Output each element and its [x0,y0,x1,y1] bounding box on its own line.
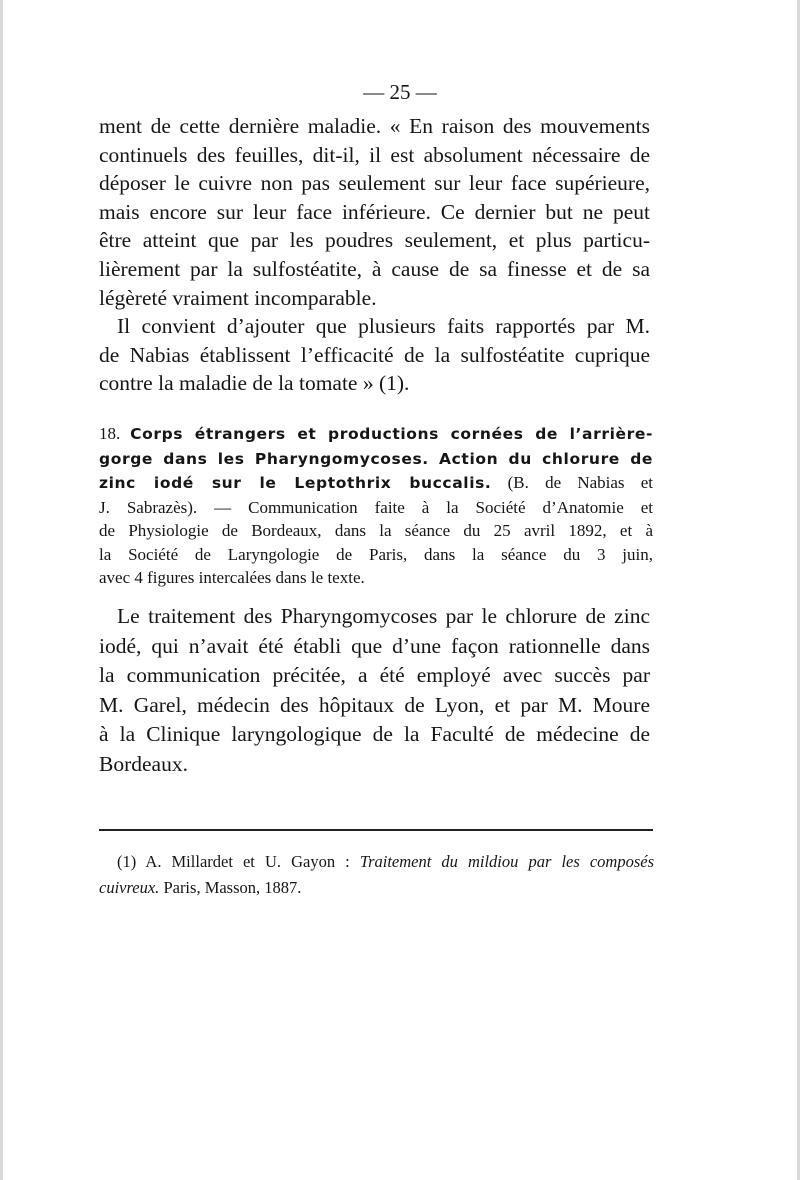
footnote-line [99,875,654,901]
text-line: la communication précitée, a été employé avec succès par [99,663,650,688]
text-line: Bordeaux. [99,751,188,776]
entry-title-line [99,447,653,472]
text-line: à la Clinique laryngologique de la Faculté de médecine de [99,722,650,747]
footnote-publisher: Paris, Masson, 1887. [163,878,302,897]
text-line: lièrement par la sulfostéatite, à cause de sa finesse et de sa [99,256,650,281]
entry-authors: (B. de Nabias et [507,473,654,492]
footnote-separator [99,829,653,831]
text-line: de Nabias établissent l’efficacité de la sulfostéatite cuprique [99,342,650,367]
text-line: être atteint que par les poudres seulement, et plus particu- [99,228,650,253]
entry-title: gorge dans les Pharyngomycoses. Action du chlorure de [99,449,653,468]
entry-detail-line: avec 4 figures intercalées dans le texte. [99,568,365,587]
text-line: ment de cette dernière maladie. « En raison des mouvements [99,114,650,138]
entry-title-line [99,422,653,447]
footnote-authors: (1) A. Millardet et U. Gayon : [117,852,350,871]
text-line: continuels des feuilles, dit-il, il est absolument nécessaire de [99,142,650,167]
entry-title-line [99,471,653,496]
paragraph-continuation [99,112,650,312]
entry-detail-line: de Physiologie de Bordeaux, dans la séance du 25 avril 1892, et à [99,521,653,540]
page-number: — 25 — [363,80,437,104]
text-line: iodé, qui n’avait été établi que d’une façon rationnelle dans [99,633,650,658]
entry-detail-line: J. Sabrazès). — Communication faite à la Société d’Anatomie et [99,497,653,517]
text-line: Le traitement des Pharyngomycoses par le chlorure de zinc [117,604,650,628]
paragraph-conclusion [99,312,650,398]
footnote-title: cuivreux. [99,878,160,897]
entry-number: 18. [99,424,121,443]
entry-title: zinc iodé sur le Leptothrix buccalis. [99,474,492,492]
entry-title: Corps étrangers et productions cornées de l’arrière- [130,425,654,443]
entry-detail-line: la Société de Laryngologie de Paris, dans la séance du 3 juin, [99,544,653,564]
paragraph-treatment [99,602,650,780]
text-line: déposer le cuivre non pas seulement sur leur face supérieure, [99,171,650,196]
footnote-line [99,849,654,875]
text-line: M. Garel, médecin des hôpitaux de Lyon, et par M. Moure [99,692,650,717]
text-line: contre la maladie de la tomate » (1). [99,371,410,396]
text-line: Il convient d’ajouter que plusieurs faits rapportés par M. [117,314,650,338]
text-line: légèreté vraiment incomparable. [99,285,377,310]
bibliography-entry [99,422,653,590]
text-line: mais encore sur leur face inférieure. Ce dernier but ne peut [99,199,650,224]
footnote-title: Traitement du mildiou par les composés [359,852,655,871]
footnote [99,849,654,901]
